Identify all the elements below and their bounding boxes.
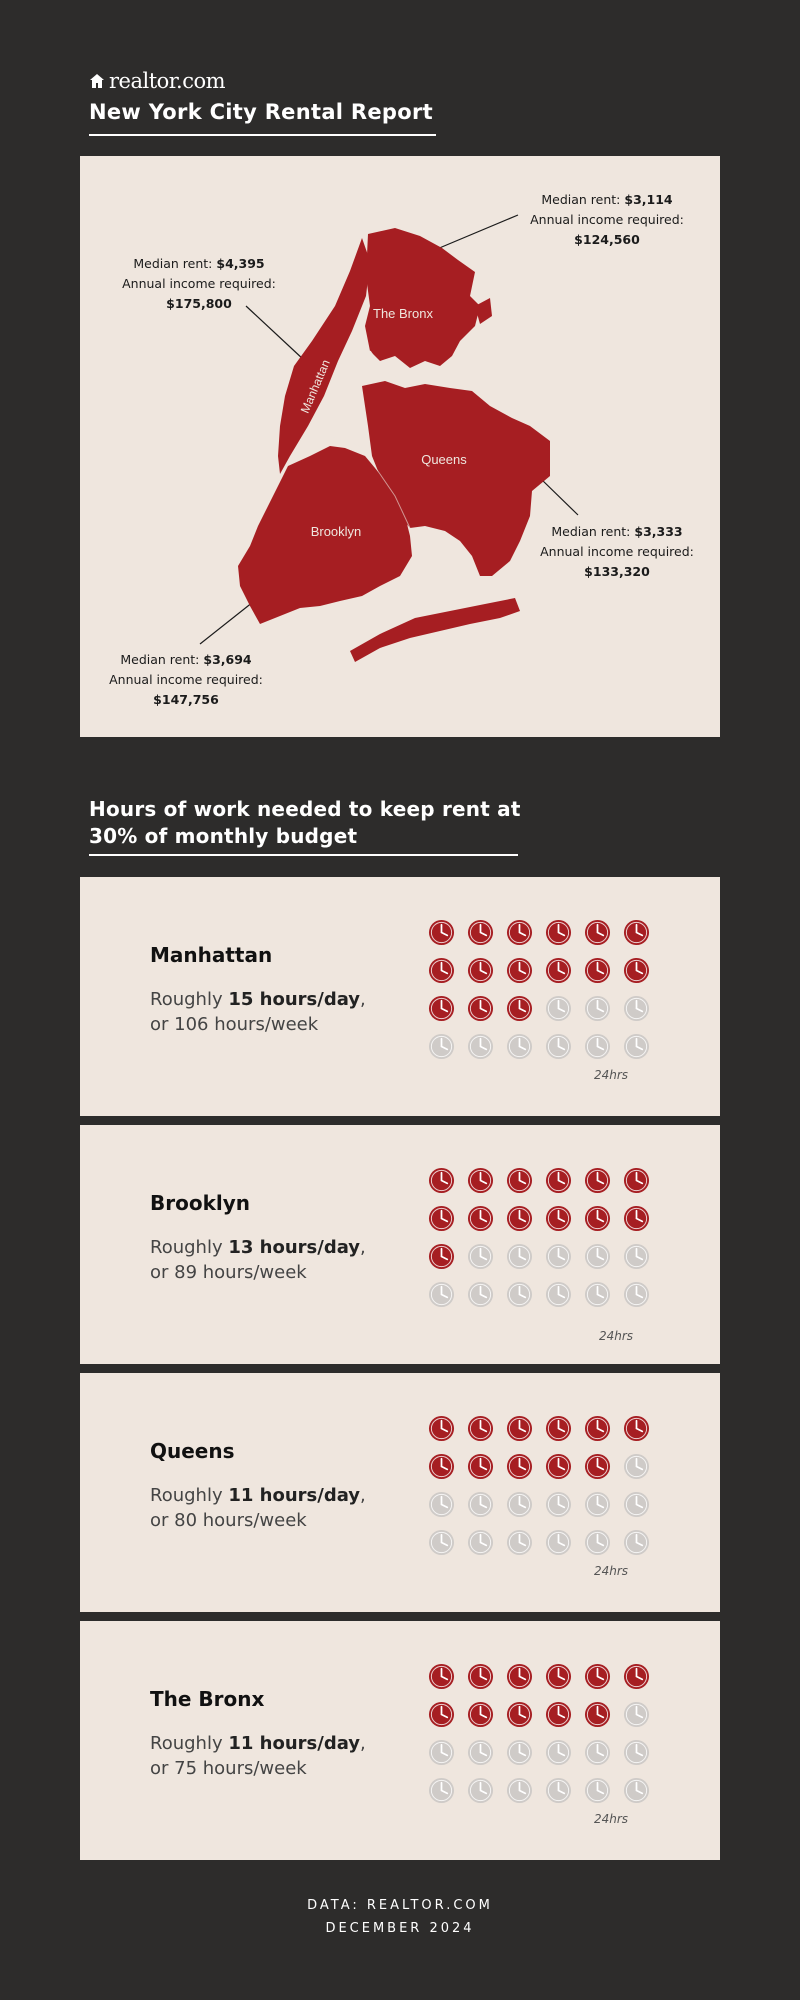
card-description: Roughly 15 hours/day, or 106 hours/week [150,989,366,1035]
clock-grid [428,1415,634,1556]
clock-filled-icon [545,957,572,984]
section-underline [89,854,518,856]
clock-empty-icon [545,1529,572,1556]
bronx-callout: Median rent: $3,114 Annual income required: $124,560 [530,192,684,247]
clock-empty-icon [584,1777,611,1804]
clock-filled-icon [545,1167,572,1194]
clock-empty-icon [428,1033,455,1060]
clock-empty-icon [584,1739,611,1766]
clock-grid [428,919,634,1060]
clock-filled-icon [506,1453,533,1480]
clock-empty-icon [506,1281,533,1308]
clock-filled-icon [428,1205,455,1232]
clock-filled-icon [545,1701,572,1728]
clock-empty-icon [506,1033,533,1060]
borough-card-queens [80,1373,720,1612]
bronx-income: $124,560 [574,232,640,247]
clock-filled-icon [506,1663,533,1690]
borough-card-brooklyn [80,1125,720,1364]
clock-filled-icon [545,919,572,946]
clock-empty-icon [428,1529,455,1556]
clock-filled-icon [428,1453,455,1480]
card-description: Roughly 13 hours/day, or 89 hours/week [150,1237,366,1283]
clock-filled-icon [506,1167,533,1194]
clock-filled-icon [428,995,455,1022]
clock-filled-icon [623,1205,650,1232]
clock-empty-icon [467,1491,494,1518]
map-panel [80,156,720,737]
clock-filled-icon [545,1415,572,1442]
bronx-island [475,298,492,324]
clock-filled-icon [428,1167,455,1194]
queens-callout-line [540,478,578,515]
clock-filled-icon [584,1663,611,1690]
clock-empty-icon [506,1243,533,1270]
rockaway-shape [350,598,520,662]
clock-empty-icon [623,1491,650,1518]
clock-empty-icon [545,1243,572,1270]
queens-income: $133,320 [584,564,650,579]
clock-filled-icon [467,1205,494,1232]
borough-card-bronx [80,1621,720,1860]
manhattan-label: Manhattan [297,357,333,416]
clock-empty-icon [467,1033,494,1060]
clock-filled-icon [467,1453,494,1480]
clock-empty-icon [623,1453,650,1480]
card-description: Roughly 11 hours/day, or 80 hours/week [150,1485,366,1531]
clock-filled-icon [467,995,494,1022]
manhattan-callout-line [246,306,304,360]
clock-empty-icon [584,1243,611,1270]
section-title: Hours of work needed to keep rent at 30% of monthly budget [89,797,521,848]
manhattan-callout: Median rent: $4,395 Annual income required: $175,800 [122,256,276,311]
clock-filled-icon [584,919,611,946]
clock-empty-icon [545,1491,572,1518]
clock-empty-icon [506,1739,533,1766]
clock-filled-icon [428,1243,455,1270]
card-title: Queens [150,1439,235,1463]
clock-filled-icon [584,1453,611,1480]
clock-filled-icon [467,1167,494,1194]
footer-date: DECEMBER 2024 [325,1921,475,1936]
clock-empty-icon [584,1529,611,1556]
clock-filled-icon [428,1415,455,1442]
card-title: Manhattan [150,943,273,967]
brooklyn-rent: $3,694 [203,652,252,667]
bronx-rent: $3,114 [624,192,673,207]
bronx-label: The Bronx [373,306,433,321]
bronx-shape [365,228,480,368]
clock-empty-icon [545,1739,572,1766]
clock-empty-icon [428,1491,455,1518]
clock-empty-icon [584,1491,611,1518]
clock-filled-icon [623,1663,650,1690]
clock-filled-icon [467,919,494,946]
brooklyn-callout: Median rent: $3,694 Annual income required: $147,756 [109,652,263,707]
total-hours-label: 24hrs [594,1812,629,1826]
clock-empty-icon [467,1281,494,1308]
clock-empty-icon [623,995,650,1022]
brooklyn-label: Brooklyn [310,524,362,539]
clock-filled-icon [545,1453,572,1480]
total-hours-label: 24hrs [594,1564,629,1578]
clock-filled-icon [467,1663,494,1690]
page-title: New York City Rental Report [89,100,433,124]
clock-empty-icon [623,1701,650,1728]
clock-empty-icon [428,1777,455,1804]
clock-filled-icon [584,1701,611,1728]
clock-empty-icon [428,1739,455,1766]
clock-filled-icon [584,957,611,984]
clock-empty-icon [545,1281,572,1308]
clock-filled-icon [428,957,455,984]
brooklyn-income: $147,756 [153,692,219,707]
clock-filled-icon [584,1415,611,1442]
clock-filled-icon [506,995,533,1022]
clock-filled-icon [623,957,650,984]
clock-filled-icon [428,1701,455,1728]
queens-label: Queens [421,452,467,467]
clock-empty-icon [584,995,611,1022]
clock-empty-icon [623,1777,650,1804]
clock-filled-icon [467,957,494,984]
total-hours-label: 24hrs [594,1068,629,1082]
clock-empty-icon [584,1033,611,1060]
clock-empty-icon [467,1529,494,1556]
clock-empty-icon [623,1529,650,1556]
clock-filled-icon [545,1205,572,1232]
footer-source: DATA: REALTOR.COM [307,1898,493,1913]
card-title: Brooklyn [150,1191,251,1215]
card-description: Roughly 11 hours/day, or 75 hours/week [150,1733,366,1779]
clock-filled-icon [623,919,650,946]
bay-islands [410,568,478,600]
clock-empty-icon [545,1777,572,1804]
clock-grid [428,1663,634,1804]
clock-empty-icon [623,1739,650,1766]
logo-text: realtor.com [109,69,226,93]
queens-callout: Median rent: $3,333 Annual income required: $133,320 [540,524,694,579]
clock-filled-icon [506,1205,533,1232]
clock-empty-icon [545,1033,572,1060]
clock-filled-icon [467,1415,494,1442]
clock-empty-icon [506,1491,533,1518]
clock-filled-icon [467,1701,494,1728]
clock-empty-icon [623,1243,650,1270]
clock-empty-icon [467,1739,494,1766]
clock-filled-icon [428,919,455,946]
queens-rent: $3,333 [634,524,683,539]
title-underline [89,134,436,136]
brooklyn-callout-line [200,602,253,644]
clock-filled-icon [506,919,533,946]
clock-empty-icon [545,995,572,1022]
clock-filled-icon [623,1415,650,1442]
clock-empty-icon [467,1243,494,1270]
borough-card-manhattan [80,877,720,1116]
clock-filled-icon [545,1663,572,1690]
clock-filled-icon [584,1167,611,1194]
clock-filled-icon [584,1205,611,1232]
clock-empty-icon [506,1777,533,1804]
house-icon [89,73,105,89]
clock-empty-icon [623,1281,650,1308]
clock-empty-icon [428,1281,455,1308]
card-title: The Bronx [150,1687,265,1711]
clock-filled-icon [506,957,533,984]
clock-filled-icon [506,1701,533,1728]
manhattan-shape [278,238,370,474]
realtor-logo [89,69,225,93]
clock-empty-icon [584,1281,611,1308]
clock-filled-icon [428,1663,455,1690]
clock-empty-icon [467,1777,494,1804]
clock-empty-icon [506,1529,533,1556]
clock-filled-icon [623,1167,650,1194]
manhattan-income: $175,800 [166,296,232,311]
clock-filled-icon [506,1415,533,1442]
manhattan-rent: $4,395 [216,256,265,271]
bronx-callout-line [437,215,518,249]
clock-grid [428,1167,634,1308]
total-hours-label: 24hrs [599,1329,634,1343]
clock-empty-icon [623,1033,650,1060]
